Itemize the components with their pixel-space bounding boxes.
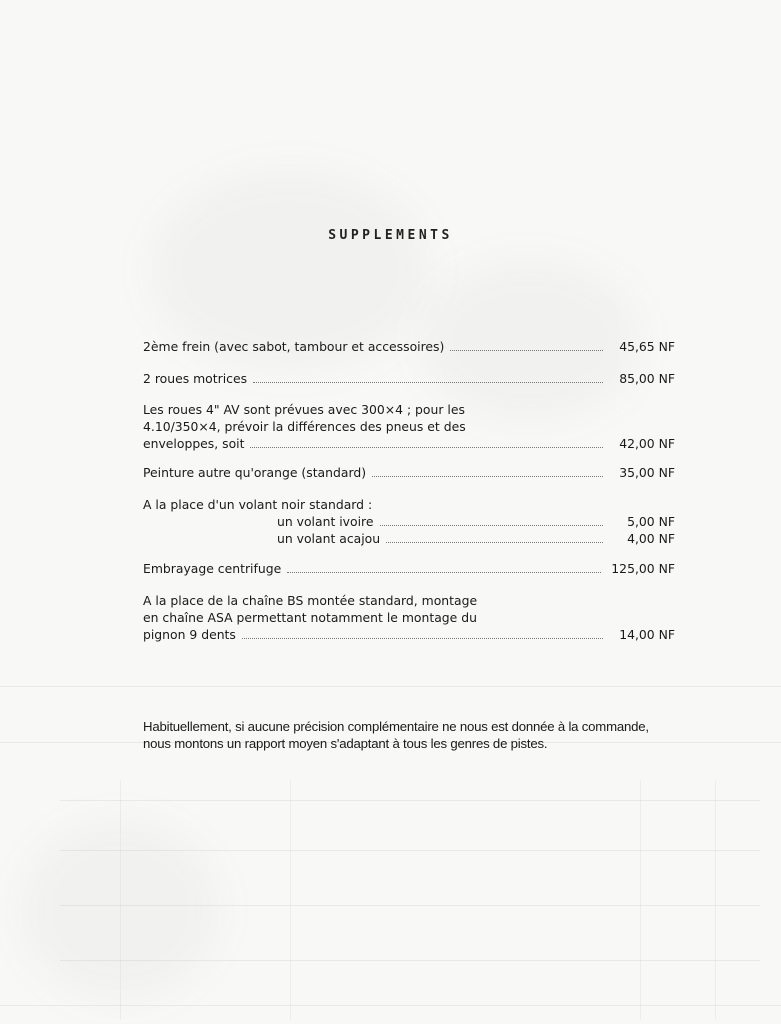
footer-note xyxy=(143,718,683,752)
item-roues-price: 85,00 NF xyxy=(619,371,675,386)
dot-leader xyxy=(250,446,603,448)
footer-line2: nous montons un rapport moyen s'adaptant à tous les genres de pistes. xyxy=(143,736,548,751)
item-frein-price: 45,65 NF xyxy=(619,339,675,354)
item-chaine-price: 14,00 NF xyxy=(619,627,675,642)
dot-leader xyxy=(287,571,601,573)
item-volant-intro: A la place d'un volant noir standard : xyxy=(143,497,373,512)
item-peinture-price: 35,00 NF xyxy=(619,465,675,480)
item-volant-ivoire-price: 5,00 NF xyxy=(627,514,675,529)
dot-leader xyxy=(380,524,604,526)
item-pneus-line2: 4.10/350×4, prévoir la différences des pneus et des xyxy=(143,419,466,434)
item-embrayage-label: Embrayage centrifuge xyxy=(143,561,282,576)
item-chaine xyxy=(143,592,675,643)
item-roues-label: 2 roues motrices xyxy=(143,371,248,386)
item-embrayage xyxy=(143,560,675,577)
item-chaine-line2: en chaîne ASA permettant notamment le montage du xyxy=(143,610,477,625)
item-volant-acajou-price: 4,00 NF xyxy=(627,531,675,546)
item-pneus-line3: enveloppes, soit xyxy=(143,436,245,451)
item-pneus-line1: Les roues 4" AV sont prévues avec 300×4 ; pour les xyxy=(143,402,465,417)
page-title: SUPPLEMENTS xyxy=(328,228,453,243)
item-chaine-line3: pignon 9 dents xyxy=(143,627,236,642)
item-peinture-label: Peinture autre qu'orange (standard) xyxy=(143,465,367,480)
item-frein xyxy=(143,338,675,355)
dot-leader xyxy=(253,381,603,383)
dot-leader xyxy=(450,349,603,351)
dot-leader xyxy=(242,637,603,639)
item-pneus xyxy=(143,401,675,452)
item-embrayage-price: 125,00 NF xyxy=(611,561,675,576)
item-volant-ivoire-label: un volant ivoire xyxy=(277,514,374,529)
item-pneus-price: 42,00 NF xyxy=(619,436,675,451)
dot-leader xyxy=(372,475,603,477)
item-chaine-line1: A la place de la chaîne BS montée standard, montage xyxy=(143,593,478,608)
item-volant-acajou-label: un volant acajou xyxy=(277,531,381,546)
dot-leader xyxy=(386,541,603,543)
item-roues xyxy=(143,370,675,387)
item-volant xyxy=(143,496,675,547)
item-peinture xyxy=(143,464,675,481)
footer-line1: Habituellement, si aucune précision complémentaire ne nous est donnée à la commande, xyxy=(143,719,649,734)
item-frein-label: 2ème frein (avec sabot, tambour et accessoires) xyxy=(143,339,445,354)
